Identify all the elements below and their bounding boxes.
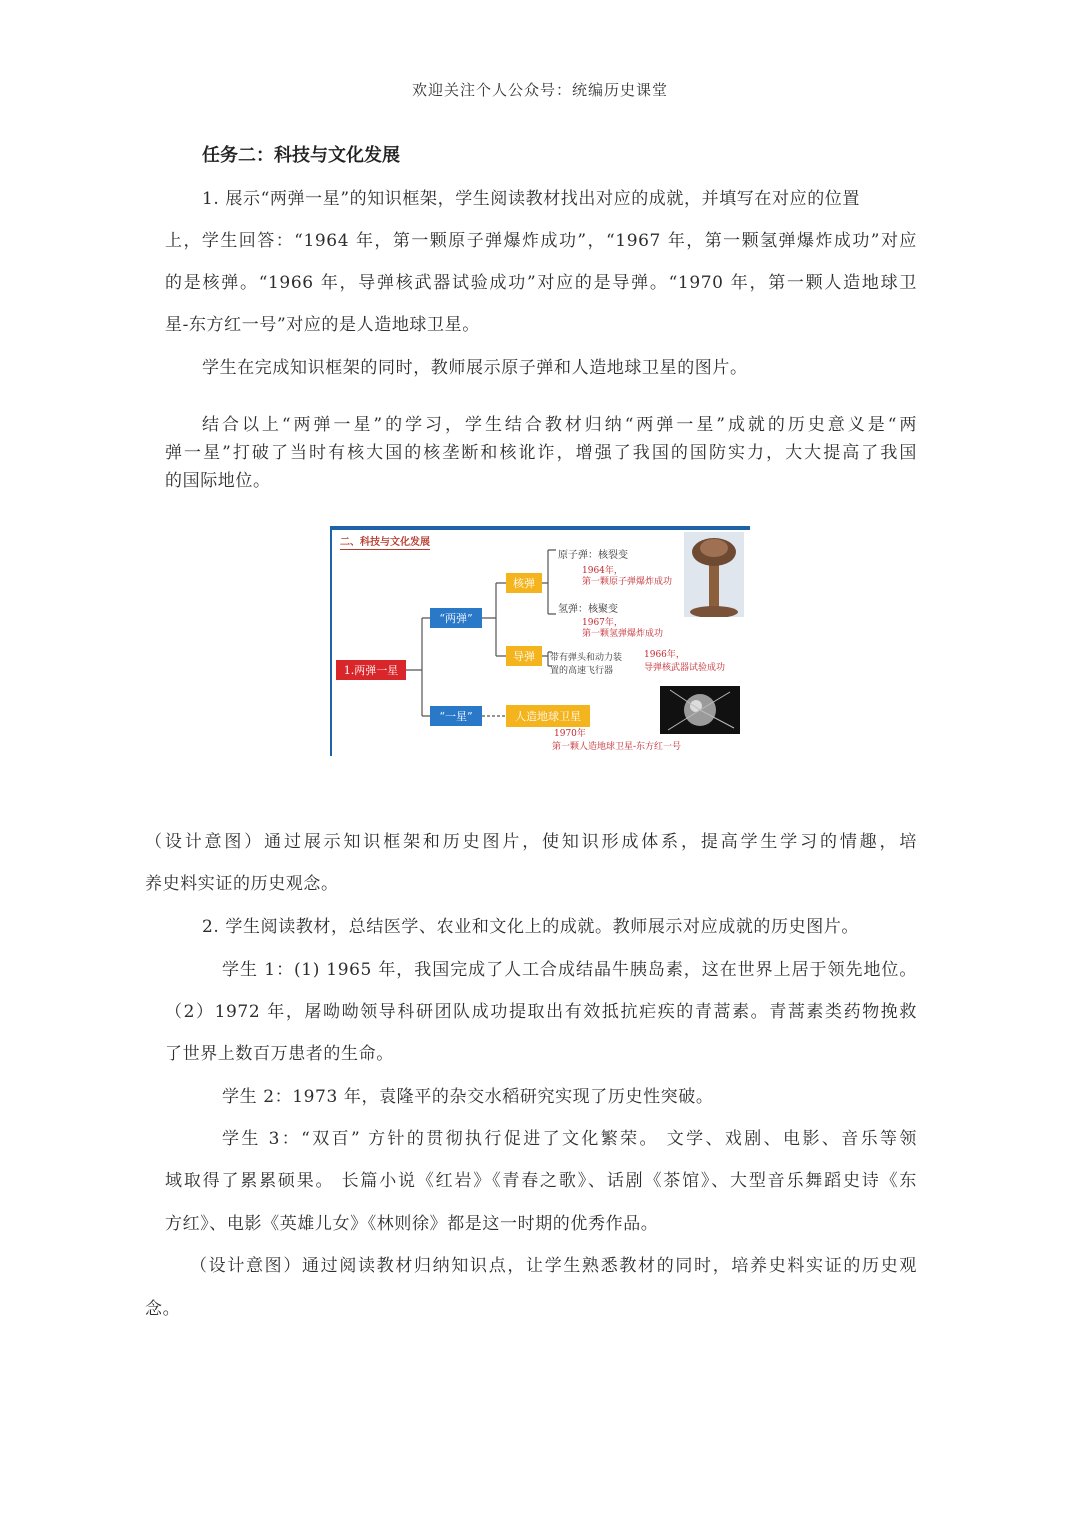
student3-line2: 域取得了累累硕果。 长篇小说《红岩》《青春之歌》、话剧《茶馆》、大型音乐舞蹈史诗《东 <box>165 1171 917 1191</box>
daodan-node: 导弹 <box>506 646 542 666</box>
liangdan-node: “两弹” <box>430 608 482 628</box>
hydrogen-event: 第一颗氢弹爆炸成功 <box>582 629 664 639</box>
hydrogen-bomb-label: 氢弹：核聚变 <box>558 604 618 615</box>
missile-desc-line1: 带有弹头和动力装 <box>550 653 623 663</box>
student2: 学生 2：1973 年，袁隆平的杂交水稻研究实现了历史性突破。 <box>222 1087 714 1107</box>
para2: 学生在完成知识框架的同时，教师展示原子弹和人造地球卫星的图片。 <box>202 358 748 378</box>
para3-line3: 的国际地位。 <box>165 471 271 491</box>
student1-line3: 了世界上数百万患者的生命。 <box>165 1044 394 1064</box>
yixing-node: “一星” <box>430 706 482 726</box>
missile-event: 导弹核武器试验成功 <box>644 663 726 673</box>
atomic-date: 1964年， <box>582 566 623 576</box>
satellite-node: 人造地球卫星 <box>506 705 590 727</box>
para4: 2. 学生阅读教材，总结医学、农业和文化上的成就。教师展示对应成就的历史图片。 <box>202 917 860 937</box>
satellite-event: 第一颗人造地球卫星-东方红一号 <box>552 742 682 752</box>
intent1-line1: （设计意图）通过展示知识框架和历史图片，使知识形成体系，提高学生学习的情趣，培 <box>145 832 917 852</box>
hedan-node: 核弹 <box>506 573 542 593</box>
para1-line1: 1. 展示“两弹一星”的知识框架，学生阅读教材找出对应的成就，并填写在对应的位置 <box>202 189 861 209</box>
para1-line3: 的是核弹。“1966 年，导弹核武器试验成功”对应的是导弹。“1970 年，第一颗人造地球卫 <box>165 273 917 293</box>
student1-line1: 学生 1：(1) 1965 年，我国完成了人工合成结晶牛胰岛素，这在世界上居于领先地位。 <box>222 960 917 980</box>
para3-line2: 弹一星”打破了当时有核大国的核垄断和核讹诈，增强了我国的国防实力，大大提高了我国 <box>165 443 917 463</box>
atomic-event: 第一颗原子弹爆炸成功 <box>582 577 673 587</box>
missile-desc-line2: 置的高速飞行器 <box>550 666 614 676</box>
root-node: 1.两弹一星 <box>336 660 406 680</box>
para1-line4: 星-东方红一号”对应的是人造地球卫星。 <box>165 315 480 335</box>
knowledge-diagram <box>330 526 750 756</box>
page-header: 欢迎关注个人公众号：统编历史课堂 <box>411 81 668 99</box>
mushroom-cloud-photo <box>684 532 744 617</box>
satellite-date: 1970年 <box>554 729 586 739</box>
para3-line1: 结合以上“两弹一星”的学习，学生结合教材归纳“两弹一星”成就的历史意义是“两 <box>202 415 917 435</box>
intent2-line2: 念。 <box>145 1299 181 1319</box>
satellite-photo <box>660 686 740 734</box>
hydrogen-date: 1967年， <box>582 618 623 628</box>
section-title: 任务二：科技与文化发展 <box>202 145 400 166</box>
diagram-title: 二、科技与文化发展 <box>340 533 430 550</box>
student3-line3: 方红》、电影《英雄儿女》《林则徐》都是这一时期的优秀作品。 <box>165 1214 659 1234</box>
atomic-bomb-label: 原子弹：核裂变 <box>558 550 628 561</box>
student1-line2: （2）1972 年，屠呦呦领导科研团队成功提取出有效抵抗疟疾的青蒿素。青蒿素类药物挽救 <box>165 1002 917 1022</box>
para1-line2: 上，学生回答：“1964 年，第一颗原子弹爆炸成功”，“1967 年，第一颗氢弹爆炸成功”对应 <box>165 231 917 251</box>
intent1-line2: 养史料实证的历史观念。 <box>145 874 339 894</box>
student3-line1: 学生 3：“双百” 方针的贯彻执行促进了文化繁荣。 文学、戏剧、电影、音乐等领 <box>222 1129 917 1149</box>
missile-date: 1966年， <box>644 650 685 660</box>
intent2-line1: （设计意图）通过阅读教材归纳知识点，让学生熟悉教材的同时，培养史料实证的历史观 <box>190 1256 917 1276</box>
